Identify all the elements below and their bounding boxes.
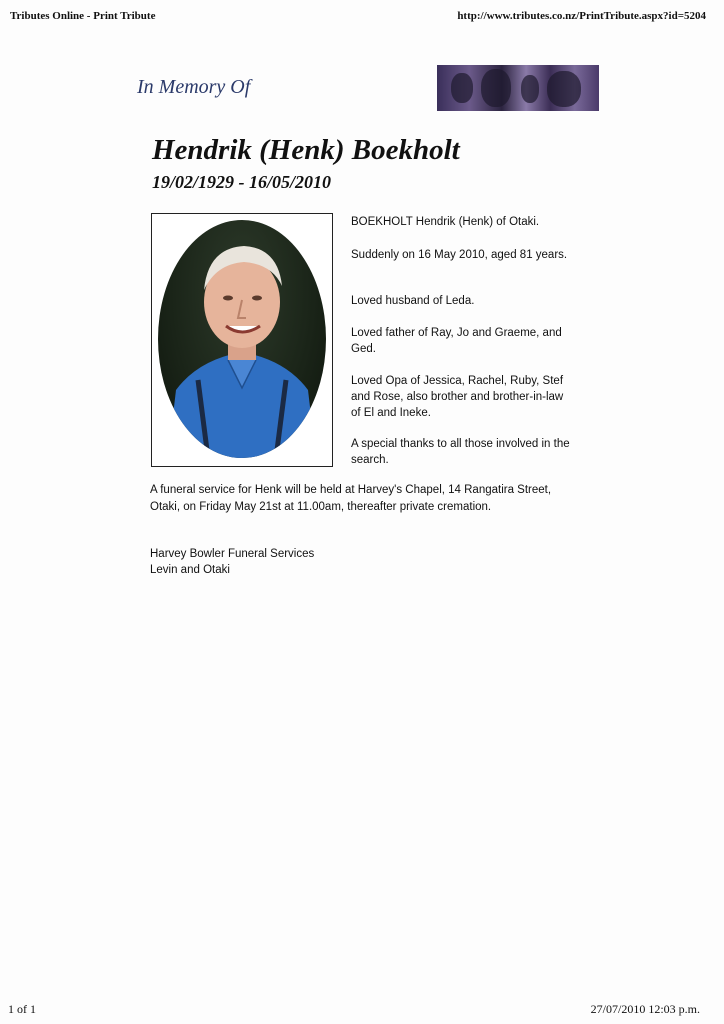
funeral-director-name: Harvey Bowler Funeral Services — [150, 548, 315, 560]
page-number: 1 of 1 — [8, 1002, 36, 1016]
notice-paragraph: Loved Opa of Jessica, Rachel, Ruby, Stef and Rose, also brother and brother-in-law of El and Ineke. — [351, 375, 564, 419]
in-memory-heading: In Memory Of — [137, 76, 251, 98]
print-timestamp: 27/07/2010 12:03 p.m. — [590, 1002, 700, 1016]
notice-paragraph: BOEKHOLT Hendrik (Henk) of Otaki. — [351, 216, 540, 228]
notice-paragraph: Loved father of Ray, Jo and Graeme, and Ged. — [351, 327, 562, 355]
life-dates: 19/02/1929 - 16/05/2010 — [152, 172, 331, 192]
page-header-title: Tributes Online - Print Tribute — [10, 10, 156, 22]
deceased-name: Hendrik (Henk) Boekholt — [152, 134, 460, 166]
funeral-director — [150, 546, 314, 578]
decorative-banner-image — [437, 65, 599, 111]
funeral-details: A funeral service for Henk will be held at Harvey's Chapel, 14 Rangatira Street, Otaki, on Friday May 21st at 11.00am, thereafter private cremation. — [150, 484, 552, 513]
funeral-director-location: Levin and Otaki — [150, 564, 230, 576]
portrait-frame — [151, 213, 333, 467]
page-header-url: http://www.tributes.co.nz/PrintTribute.aspx?id=5204 — [457, 10, 706, 22]
portrait-photo — [158, 220, 326, 458]
notice-paragraph: Suddenly on 16 May 2010, aged 81 years. — [351, 249, 568, 261]
notice-paragraph: A special thanks to all those involved in the search. — [351, 438, 570, 466]
notice-paragraph: Loved husband of Leda. — [351, 295, 475, 307]
